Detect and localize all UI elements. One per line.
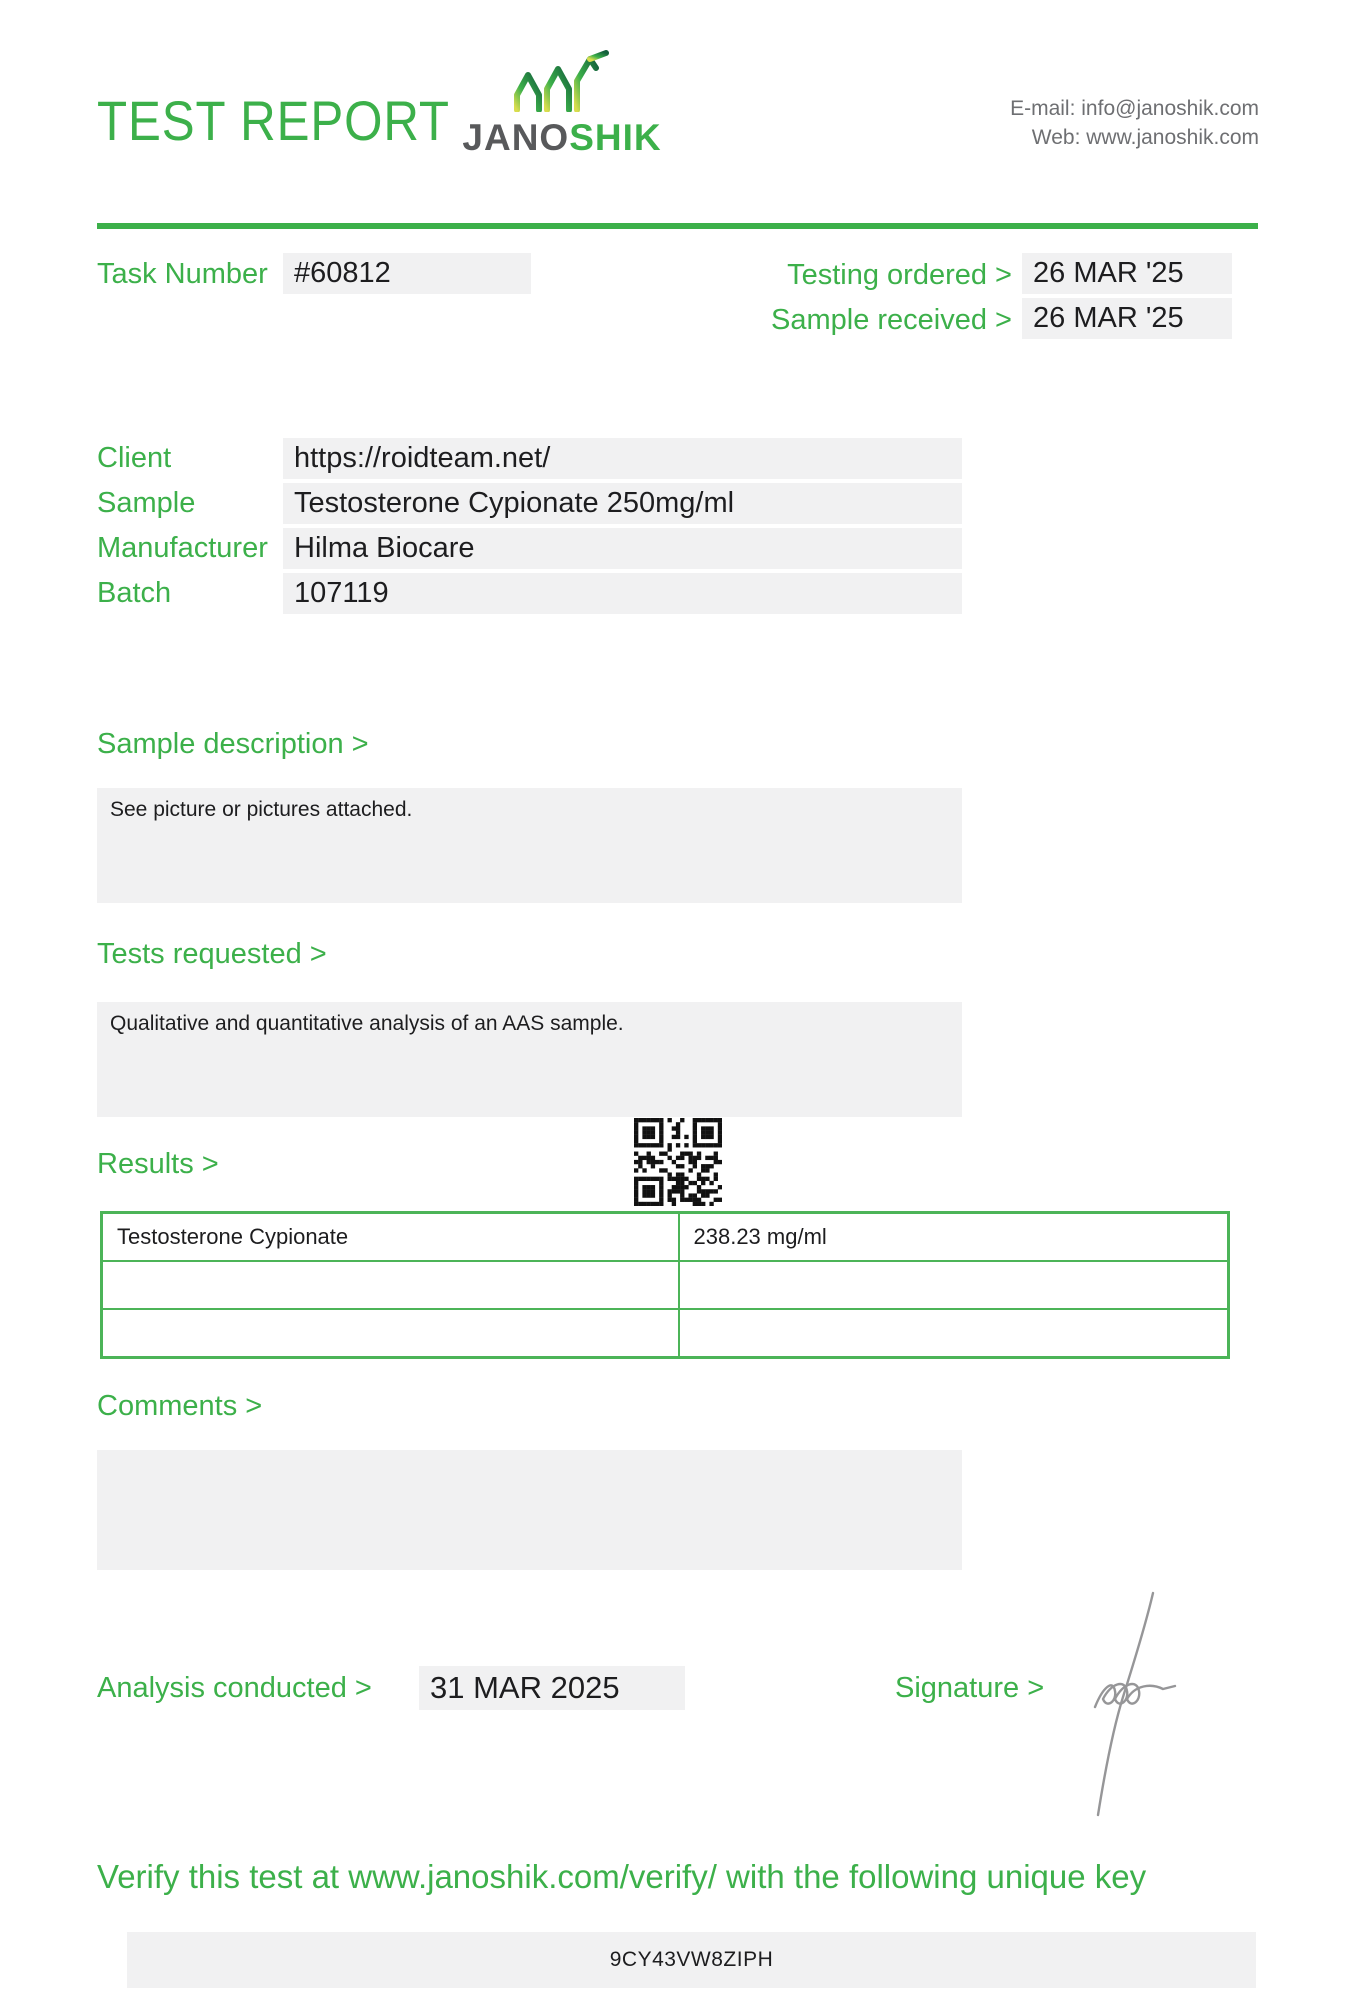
sample-description-box [97, 788, 962, 903]
result-value: 238.23 mg/ml [679, 1213, 1229, 1261]
task-number-value: #60812 [283, 253, 531, 294]
result-value [679, 1309, 1229, 1357]
table-row [102, 1261, 1229, 1309]
results-heading: Results > [97, 1148, 219, 1180]
tests-requested-box [97, 1002, 962, 1117]
task-number-label: Task Number [97, 258, 268, 290]
comments-heading: Comments > [97, 1390, 263, 1422]
tests-requested-text: Qualitative and quantitative analysis of an AAS sample. [110, 1012, 624, 1035]
analysis-conducted-value: 31 MAR 2025 [419, 1666, 685, 1710]
qr-code [634, 1118, 722, 1206]
logo-jano-text: JANO [462, 117, 570, 158]
header-divider [97, 223, 1258, 229]
sample-value: Testosterone Cypionate 250mg/ml [283, 483, 962, 524]
result-value [679, 1261, 1229, 1309]
table-row [102, 1309, 1229, 1357]
testing-ordered-value: 26 MAR '25 [1022, 253, 1232, 294]
verify-instruction: Verify this test at www.janoshik.com/verify/ with the following unique key [97, 1858, 1147, 1895]
batch-label: Batch [97, 577, 172, 609]
chart-peaks-icon [452, 50, 672, 117]
result-analyte: Testosterone Cypionate [102, 1213, 679, 1261]
result-analyte [102, 1261, 679, 1309]
client-value: https://roidteam.net/ [283, 438, 962, 479]
result-analyte [102, 1309, 679, 1357]
signature-label: Signature > [895, 1672, 1045, 1704]
verify-key: 9CY43VW8ZIPH [127, 1932, 1256, 1988]
comments-box [97, 1450, 962, 1570]
contact-web: Web: www.janoshik.com [1031, 126, 1259, 149]
contact-email: E-mail: info@janoshik.com [1010, 97, 1259, 120]
logo-shik-text: SHIK [569, 117, 662, 158]
page-title: TEST REPORT [97, 89, 450, 152]
signature-scribble [1055, 1585, 1185, 1830]
manufacturer-value: Hilma Biocare [283, 528, 962, 569]
tests-requested-heading: Tests requested > [97, 938, 327, 970]
sample-received-value: 26 MAR '25 [1022, 298, 1232, 339]
sample-description-heading: Sample description > [97, 728, 369, 760]
analysis-conducted-label: Analysis conducted > [97, 1672, 372, 1704]
sample-label: Sample [97, 487, 196, 519]
table-row [102, 1213, 1229, 1261]
contact-info [1010, 94, 1259, 152]
manufacturer-label: Manufacturer [97, 532, 268, 564]
sample-description-text: See picture or pictures attached. [110, 798, 413, 821]
janoshik-logo [452, 50, 672, 159]
sample-received-label: Sample received > [771, 304, 1012, 336]
batch-value: 107119 [283, 573, 962, 614]
client-label: Client [97, 442, 172, 474]
results-table [100, 1211, 1230, 1359]
logo-wordmark [452, 117, 672, 159]
testing-ordered-label: Testing ordered > [787, 259, 1012, 291]
